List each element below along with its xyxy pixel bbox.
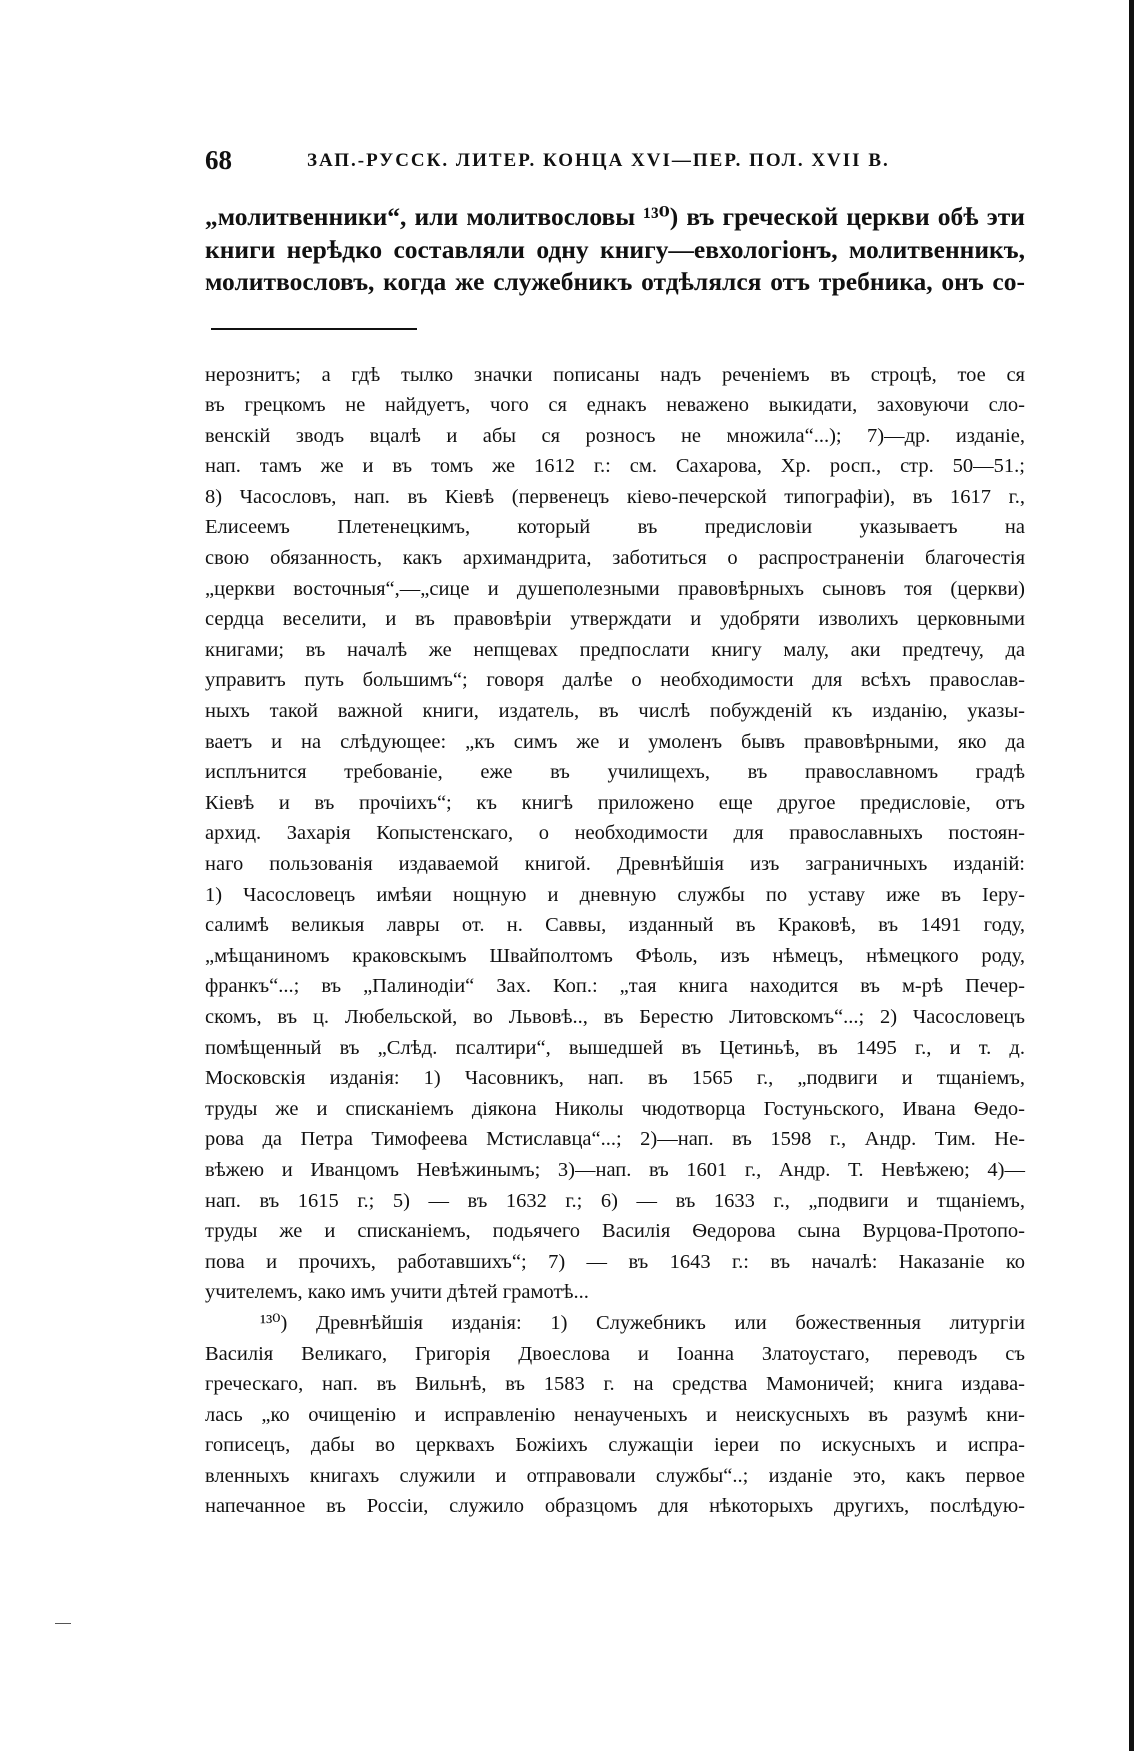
footnote-line: управитъ путь большимъ“; говоря далѣе о необходимости для всѣхъ православ- (205, 669, 1025, 692)
footnote-line: ныхъ такой важной книги, издатель, въ числѣ побужденій къ изданію, указы- (205, 700, 1025, 723)
footnote-line: рова да Петра Тимофеева Мстиславца“...; 2)—нап. въ 1598 г., Андр. Тим. Не- (205, 1128, 1025, 1151)
footnote-line: скомъ, въ ц. Любельской, во Львовѣ.., въ Берестю Литовскомъ“...; 2) Часословецъ (205, 1005, 1025, 1028)
footnote-line: вленныхъ книгахъ служили и отправовали службы“..; изданіе это, какъ первое (205, 1464, 1025, 1487)
footnote-line: гописецъ, дабы во церквахъ Божіихъ служащіи іереи по искусныхъ и испра- (205, 1434, 1025, 1457)
footnotes (205, 360, 1025, 1523)
running-head: ЗАП.-РУССК. ЛИТЕР. КОНЦА XVI—ПЕР. ПОЛ. XVII В. (307, 150, 890, 171)
scan-mark (55, 1623, 71, 1624)
main-text-line: книги нерѣдко составляли одну книгу—евхологіонъ, молитвенникъ, (205, 234, 1025, 264)
footnote-line: Кіевѣ и въ прочіихъ“; къ книгѣ приложено еще другое предисловіе, отъ (205, 791, 1025, 814)
footnote-line: нап. тамъ же и въ томъ же 1612 г.: см. Сахарова, Хр. росп., стр. 50—51.; (205, 455, 1025, 478)
footnote-line: франкъ“...; въ „Палинодіи“ Зах. Коп.: „тая книга находится въ м-рѣ Печер- (205, 975, 1025, 998)
footnote-separator (211, 328, 417, 330)
footnote-line: Елисеемъ Плетенецкимъ, который въ предисловіи указываетъ на (205, 516, 1025, 539)
page-header (205, 145, 1025, 179)
footnote-line: нап. въ 1615 г.; 5) — въ 1632 г.; 6) — въ 1633 г., „подвиги и тщаніемъ, (205, 1189, 1025, 1212)
footnote-line: пова и прочихъ, работавшихъ“; 7) — въ 1643 г.: въ началѣ: Наказаніе ко (205, 1250, 1025, 1273)
footnote-line: вѣжею и Иванцомъ Невѣжинымъ; 3)—нап. въ 1601 г., Андр. Т. Невѣжею; 4)— (205, 1158, 1025, 1181)
footnote-line: „мѣщаниномъ краковскымъ Швайполтомъ Фѣоль, изъ нѣмецъ, нѣмецкого роду, (205, 944, 1025, 967)
footnote-line: Василія Великаго, Григорія Двоеслова и Іоанна Златоустаго, переводъ съ (205, 1342, 1025, 1365)
footnote-line: труды же и спиcканіемъ діякона Николы чюдотворца Гостуньского, Ивана Ѳедо- (205, 1097, 1025, 1120)
footnote-line: исплънится требованіе, еже въ училищехъ, въ православномъ градѣ (205, 761, 1025, 784)
footnote-line: сердца веселити, и въ правовѣріи утверждати и удобряти изволихъ церковными (205, 608, 1025, 631)
main-text (205, 201, 1025, 299)
scan-edge-line (1129, 0, 1134, 1751)
footnote-line: наго пользованія издаваемой книгой. Древнѣйшія изъ заграничныхъ изданій: (205, 853, 1025, 875)
footnote-line: 1) Часословецъ имѣяи нощную и дневную службы по уставу иже въ Іеру- (205, 883, 1025, 906)
page-number: 68 (205, 145, 232, 175)
footnote-line: 8) Часословъ, нап. въ Кіевѣ (первенецъ кіево-печерской типографіи), въ 1617 г., (205, 485, 1025, 508)
main-text-line: молитвословъ, когда же служебникъ отдѣлялся отъ требника, онъ со- (205, 267, 1025, 296)
main-text-line: „молитвенники“, или молитвословы ¹³⁰) въ греческой церкви обѣ эти (205, 202, 1025, 231)
footnote-line: въ грецкомъ не найдуетъ, чого ся еднакъ неважено выкидати, заховуючи сло- (205, 394, 1025, 417)
footnote-line: ваетъ и на слѣдующее: „къ симъ же и умоленъ бывъ правовѣрными, яко да (205, 730, 1025, 753)
footnote-line: книгами; въ началѣ же непщевах предпослати книгу малу, аки предтечу, да (205, 638, 1025, 661)
footnote-line: учителемъ, како имъ учити дѣтей грамотѣ... (205, 1281, 589, 1304)
footnote-line: ¹³⁰) Древнѣйшія изданія: 1) Служебникъ или божественныя литургіи (260, 1311, 1025, 1334)
footnote-line: помѣщенный въ „Слѣд. псалтири“, вышедшей въ Цетиньѣ, въ 1495 г., и т. д. (205, 1036, 1025, 1059)
footnote-line: лась „ко очищенію и исправленію ненаученыхъ и неискусныхъ въ разумѣ кни- (205, 1403, 1025, 1426)
footnote-line: венскій зводъ вцалѣ и абы ся розносъ не множила“...); 7)—др. изданіе, (205, 424, 1025, 447)
footnote-line: салимѣ великыя лавры от. н. Саввы, изданный въ Краковѣ, въ 1491 году, (205, 914, 1025, 937)
footnote-line: архид. Захарія Копыстенскаго, о необходимости для православныхъ постоян- (205, 822, 1025, 845)
footnote-line: нерознитъ; а гдѣ тылко значки пописаны надъ реченіемъ въ строцѣ, тое ся (205, 363, 1025, 386)
footnote-line: греческаго, нап. въ Вильнѣ, въ 1583 г. на средства Мамоничей; книга издава- (205, 1373, 1025, 1396)
footnote-line: свою обязанность, какъ архимандрита, заботиться о распространеніи благочестія (205, 547, 1025, 570)
page (205, 145, 1025, 1522)
footnote-line: труды же и спиcканіемъ, подьячего Василія Ѳедорова сына Вурцова-Протопо- (205, 1220, 1025, 1243)
footnote-line: Московскія изданія: 1) Часовникъ, нап. въ 1565 г., „подвиги и тщаніемъ, (205, 1067, 1025, 1090)
footnote-line: „церкви восточныя“,—„сице и душеполезными правовѣрныхъ сыновъ тоя (церкви) (205, 577, 1025, 600)
footnote-line: напечанное въ Россіи, служило образцомъ для нѣкоторыхъ другихъ, послѣдую- (205, 1495, 1025, 1518)
